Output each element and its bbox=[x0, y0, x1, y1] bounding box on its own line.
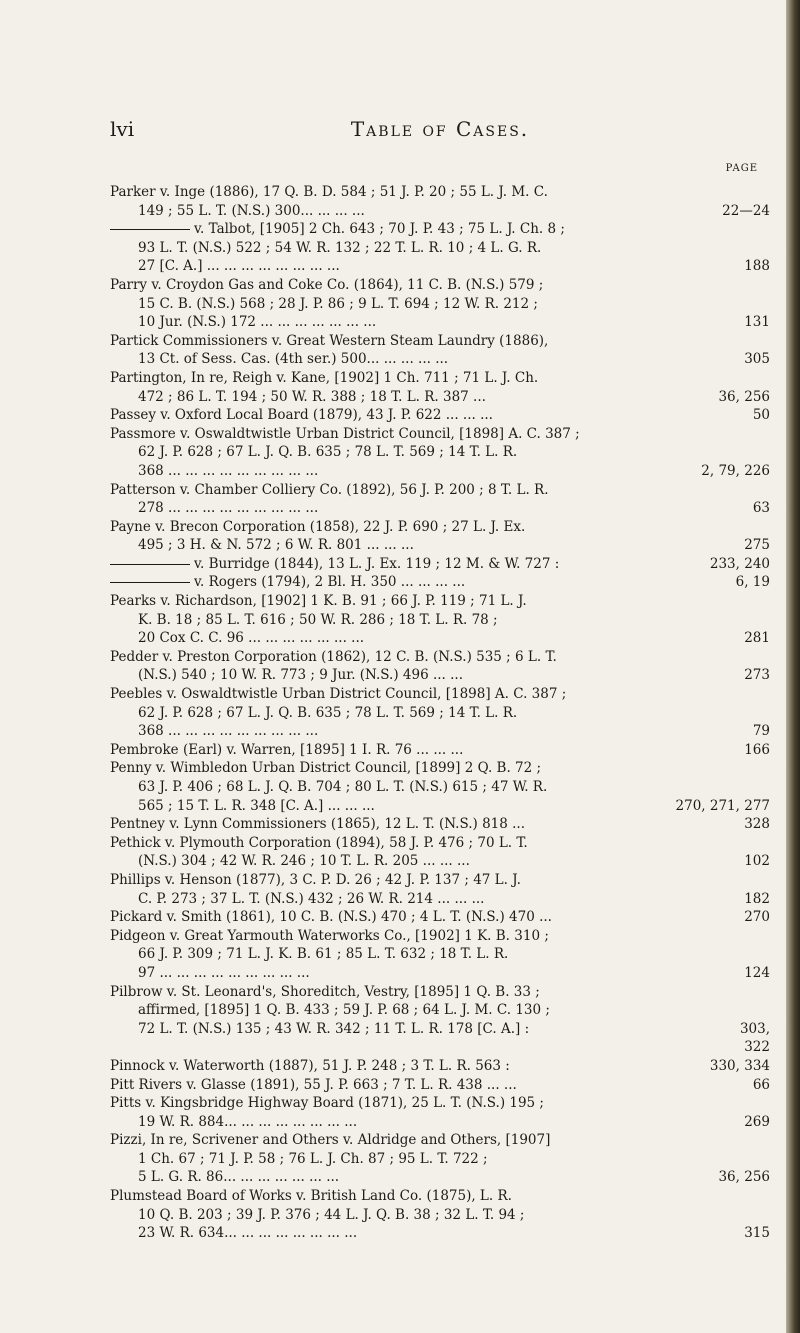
case-text: 10 Q. B. 203 ; 39 J. P. 376 ; 44 L. J. Q. B. 38 ; 32 L. T. 94 ; bbox=[138, 1206, 525, 1223]
case-citation-line bbox=[110, 704, 770, 723]
case-text: 368 ... ... ... ... ... ... ... ... ... bbox=[138, 462, 319, 479]
case-citation-line bbox=[110, 945, 770, 964]
case-title-line bbox=[110, 1057, 770, 1076]
case-entry bbox=[110, 685, 770, 741]
page-reference: 273 bbox=[738, 666, 770, 685]
case-entry bbox=[110, 1131, 770, 1187]
case-citation-line bbox=[110, 1206, 770, 1225]
page-column-label: PAGE bbox=[725, 163, 758, 174]
page-reference: 102 bbox=[738, 852, 770, 871]
running-title: Table of Cases. bbox=[350, 117, 530, 141]
case-text: Pinnock v. Waterworth (1887), 51 J. P. 248 ; 3 T. L. R. 563 : bbox=[110, 1057, 510, 1074]
case-text: Pedder v. Preston Corporation (1862), 12 C. B. (N.S.) 535 ; 6 L. T. bbox=[110, 648, 557, 665]
page-edge bbox=[786, 0, 800, 1333]
case-text: Passmore v. Oswaldtwistle Urban District Council, [1898] A. C. 387 ; bbox=[110, 425, 580, 442]
case-text: 5 L. G. R. 86... ... ... ... ... ... ... bbox=[138, 1169, 340, 1186]
case-citation-line bbox=[110, 536, 770, 555]
case-text: 93 L. T. (N.S.) 522 ; 54 W. R. 132 ; 22 T. L. R. 10 ; 4 L. G. R. bbox=[138, 239, 542, 256]
case-text: Penny v. Wimbledon Urban District Council, [1899] 2 Q. B. 72 ; bbox=[110, 760, 542, 777]
case-title-line bbox=[110, 759, 770, 778]
case-citation-line bbox=[110, 443, 770, 462]
case-entry bbox=[110, 983, 770, 1057]
case-title-line bbox=[110, 220, 770, 239]
page-reference: 275 bbox=[738, 536, 770, 555]
ditto-rule bbox=[110, 564, 190, 565]
case-entry bbox=[110, 425, 770, 481]
page-reference: 36, 256 bbox=[712, 1168, 770, 1187]
case-entry bbox=[110, 518, 770, 555]
case-citation-line bbox=[110, 257, 770, 276]
case-title-line bbox=[110, 276, 770, 295]
ditto-rule bbox=[110, 582, 190, 583]
case-title-line bbox=[110, 1131, 770, 1150]
case-entry bbox=[110, 834, 770, 871]
case-title-line bbox=[110, 425, 770, 444]
case-title-line bbox=[110, 481, 770, 500]
case-text: 15 C. B. (N.S.) 568 ; 28 J. P. 86 ; 9 L. T. 694 ; 12 W. R. 212 ; bbox=[138, 295, 538, 312]
case-text: 62 J. P. 628 ; 67 L. J. Q. B. 635 ; 78 L. T. 569 ; 14 T. L. R. bbox=[138, 704, 518, 721]
case-text: v. Rogers (1794), 2 Bl. H. 350 ... ... ... ... bbox=[194, 574, 466, 591]
case-citation-line bbox=[110, 313, 770, 332]
case-title-line bbox=[110, 518, 770, 537]
case-text: v. Burridge (1844), 13 L. J. Ex. 119 ; 12 M. & W. 727 : bbox=[194, 555, 560, 572]
case-text: Pearks v. Richardson, [1902] 1 K. B. 91 ; 66 J. P. 119 ; 71 L. J. bbox=[110, 593, 527, 610]
case-entry bbox=[110, 592, 770, 648]
case-entry bbox=[110, 332, 770, 369]
page-reference: 188 bbox=[738, 257, 770, 276]
case-entry bbox=[110, 648, 770, 685]
page-reference: 50 bbox=[747, 406, 770, 425]
case-title-line bbox=[110, 573, 770, 592]
page-reference: 79 bbox=[747, 722, 770, 741]
page-reference: 131 bbox=[738, 313, 770, 332]
page-reference: 303, bbox=[734, 1020, 770, 1039]
case-text: Pitts v. Kingsbridge Highway Board (1871), 25 L. T. (N.S.) 195 ; bbox=[110, 1095, 544, 1112]
case-text: Patterson v. Chamber Colliery Co. (1892), 56 J. P. 200 ; 8 T. L. R. bbox=[110, 481, 549, 498]
case-entry bbox=[110, 908, 770, 927]
case-text: 1 Ch. 67 ; 71 J. P. 58 ; 76 L. J. Ch. 87 ; 95 L. T. 722 ; bbox=[138, 1150, 488, 1167]
page-reference: 2, 79, 226 bbox=[695, 462, 770, 481]
case-title-line bbox=[110, 592, 770, 611]
case-entry bbox=[110, 481, 770, 518]
page-reference: 233, 240 bbox=[704, 555, 770, 574]
case-title-line bbox=[110, 1187, 770, 1206]
page-reference: 305 bbox=[738, 350, 770, 369]
case-citation-line bbox=[110, 388, 770, 407]
case-text: 565 ; 15 T. L. R. 348 [C. A.] ... ... ... bbox=[138, 797, 375, 814]
case-citation-line bbox=[110, 1038, 770, 1057]
case-citation-line bbox=[110, 1113, 770, 1132]
case-entry bbox=[110, 369, 770, 406]
case-entry bbox=[110, 1094, 770, 1131]
page-reference: 36, 256 bbox=[712, 388, 770, 407]
case-entry bbox=[110, 759, 770, 815]
page-folio: lvi bbox=[110, 117, 135, 141]
case-entry bbox=[110, 741, 770, 760]
page-reference: 6, 19 bbox=[730, 573, 770, 592]
case-entry bbox=[110, 183, 770, 220]
case-title-line bbox=[110, 1094, 770, 1113]
case-text: 368 ... ... ... ... ... ... ... ... ... bbox=[138, 723, 319, 740]
case-citation-line bbox=[110, 499, 770, 518]
case-entry bbox=[110, 573, 770, 592]
case-text: C. P. 273 ; 37 L. T. (N.S.) 432 ; 26 W. R. 214 ... ... ... bbox=[138, 890, 485, 907]
case-text: Plumstead Board of Works v. British Land Co. (1875), L. R. bbox=[110, 1188, 512, 1205]
case-text: Pethick v. Plymouth Corporation (1894), 58 J. P. 476 ; 70 L. T. bbox=[110, 834, 528, 851]
case-text: Partington, In re, Reigh v. Kane, [1902] 1 Ch. 711 ; 71 L. J. Ch. bbox=[110, 369, 539, 386]
ditto-rule bbox=[110, 229, 190, 230]
case-citation-line bbox=[110, 890, 770, 909]
page-reference: 63 bbox=[747, 499, 770, 518]
case-title-line bbox=[110, 871, 770, 890]
case-title-line bbox=[110, 369, 770, 388]
case-text: Parker v. Inge (1886), 17 Q. B. D. 584 ; 51 J. P. 20 ; 55 L. J. M. C. bbox=[110, 184, 548, 200]
case-citation-line bbox=[110, 722, 770, 741]
case-entry bbox=[110, 220, 770, 276]
page-reference: 281 bbox=[738, 629, 770, 648]
case-citation-line bbox=[110, 778, 770, 797]
case-title-line bbox=[110, 183, 770, 202]
case-text: v. Talbot, [1905] 2 Ch. 643 ; 70 J. P. 43 ; 75 L. J. Ch. 8 ; bbox=[194, 221, 565, 238]
case-title-line bbox=[110, 983, 770, 1002]
page-reference: 270 bbox=[738, 908, 770, 927]
case-title-line bbox=[110, 648, 770, 667]
case-citation-line bbox=[110, 1001, 770, 1020]
case-text: 97 ... ... ... ... ... ... ... ... ... bbox=[138, 964, 310, 981]
case-citation-line bbox=[110, 964, 770, 983]
page-reference: 270, 271, 277 bbox=[670, 797, 770, 816]
case-text: 23 W. R. 634... ... ... ... ... ... ... ... bbox=[138, 1225, 358, 1242]
case-title-line bbox=[110, 741, 770, 760]
case-citation-line bbox=[110, 1168, 770, 1187]
case-citation-line bbox=[110, 611, 770, 630]
case-citation-line bbox=[110, 666, 770, 685]
case-text: Pentney v. Lynn Commissioners (1865), 12 L. T. (N.S.) 818 ... bbox=[110, 816, 526, 833]
case-title-line bbox=[110, 406, 770, 425]
case-citation-line bbox=[110, 852, 770, 871]
case-text: 10 Jur. (N.S.) 172 ... ... ... ... ... ... ... bbox=[138, 314, 377, 331]
case-entry bbox=[110, 927, 770, 983]
page-reference: 328 bbox=[738, 815, 770, 834]
case-entry bbox=[110, 1076, 770, 1095]
case-text: 19 W. R. 884... ... ... ... ... ... ... ... bbox=[138, 1113, 358, 1130]
case-title-line bbox=[110, 685, 770, 704]
case-citation-line bbox=[110, 1150, 770, 1169]
case-entry bbox=[110, 815, 770, 834]
case-citation-line bbox=[110, 629, 770, 648]
page-reference: 322 bbox=[738, 1038, 770, 1057]
case-text: 472 ; 86 L. T. 194 ; 50 W. R. 388 ; 18 T. L. R. 387 ... bbox=[138, 388, 486, 405]
case-text: 278 ... ... ... ... ... ... ... ... ... bbox=[138, 500, 319, 517]
page-reference: 166 bbox=[738, 741, 770, 760]
case-text: Phillips v. Henson (1877), 3 C. P. D. 26 ; 42 J. P. 137 ; 47 L. J. bbox=[110, 871, 521, 888]
case-text: Payne v. Brecon Corporation (1858), 22 J. P. 690 ; 27 L. J. Ex. bbox=[110, 518, 526, 535]
case-entry bbox=[110, 1187, 770, 1243]
case-text: 149 ; 55 L. T. (N.S.) 300... ... ... ... bbox=[138, 202, 365, 219]
case-text: Pilbrow v. St. Leonard's, Shoreditch, Vestry, [1895] 1 Q. B. 33 ; bbox=[110, 983, 540, 1000]
case-entry bbox=[110, 1057, 770, 1076]
page-reference: 124 bbox=[738, 964, 770, 983]
page-reference: 330, 334 bbox=[704, 1057, 770, 1076]
case-title-line bbox=[110, 908, 770, 927]
case-title-line bbox=[110, 1076, 770, 1095]
page-reference: 182 bbox=[738, 890, 770, 909]
case-text: Pizzi, In re, Scrivener and Others v. Aldridge and Others, [1907] bbox=[110, 1132, 551, 1149]
case-citation-line bbox=[110, 295, 770, 314]
case-text: Partick Commissioners v. Great Western Steam Laundry (1886), bbox=[110, 332, 549, 349]
case-text: affirmed, [1895] 1 Q. B. 433 ; 59 J. P. 68 ; 64 L. J. M. C. 130 ; bbox=[138, 1002, 550, 1019]
case-entry bbox=[110, 871, 770, 908]
case-citation-line bbox=[110, 239, 770, 258]
case-text: Pidgeon v. Great Yarmouth Waterworks Co., [1902] 1 K. B. 310 ; bbox=[110, 927, 549, 944]
case-citation-line bbox=[110, 202, 770, 221]
case-text: 27 [C. A.] ... ... ... ... ... ... ... ... bbox=[138, 258, 340, 275]
case-text: Peebles v. Oswaldtwistle Urban District Council, [1898] A. C. 387 ; bbox=[110, 686, 567, 703]
case-text: 62 J. P. 628 ; 67 L. J. Q. B. 635 ; 78 L. T. 569 ; 14 T. L. R. bbox=[138, 444, 518, 461]
page-reference: 66 bbox=[747, 1076, 770, 1095]
case-text: 66 J. P. 309 ; 71 L. J. K. B. 61 ; 85 L. T. 632 ; 18 T. L. R. bbox=[138, 946, 509, 963]
case-citation-line bbox=[110, 462, 770, 481]
case-entry bbox=[110, 406, 770, 425]
case-title-line bbox=[110, 815, 770, 834]
page-reference: 22—24 bbox=[716, 202, 770, 221]
case-citation-line bbox=[110, 350, 770, 369]
case-title-line bbox=[110, 332, 770, 351]
case-text: 495 ; 3 H. & N. 572 ; 6 W. R. 801 ... ... ... bbox=[138, 537, 414, 554]
case-title-line bbox=[110, 927, 770, 946]
case-text: Pitt Rivers v. Glasse (1891), 55 J. P. 663 ; 7 T. L. R. 438 ... ... bbox=[110, 1076, 517, 1093]
case-text: (N.S.) 540 ; 10 W. R. 773 ; 9 Jur. (N.S.) 496 ... ... bbox=[138, 667, 463, 684]
page-reference: 269 bbox=[738, 1113, 770, 1132]
case-citation-line bbox=[110, 1224, 770, 1243]
case-citation-line bbox=[110, 797, 770, 816]
case-text: Passey v. Oxford Local Board (1879), 43 J. P. 622 ... ... ... bbox=[110, 407, 493, 424]
case-text: 63 J. P. 406 ; 68 L. J. Q. B. 704 ; 80 L. T. (N.S.) 615 ; 47 W. R. bbox=[138, 779, 548, 795]
case-text: Pickard v. Smith (1861), 10 C. B. (N.S.) 470 ; 4 L. T. (N.S.) 470 ... bbox=[110, 909, 552, 926]
case-text: Parry v. Croydon Gas and Coke Co. (1864), 11 C. B. (N.S.) 579 ; bbox=[110, 276, 544, 293]
case-title-line bbox=[110, 555, 770, 574]
case-text: (N.S.) 304 ; 42 W. R. 246 ; 10 T. L. R. 205 ... ... ... bbox=[138, 853, 470, 870]
case-text: 20 Cox C. C. 96 ... ... ... ... ... ... ... bbox=[138, 630, 365, 647]
case-entry bbox=[110, 276, 770, 332]
case-entry bbox=[110, 555, 770, 574]
case-citation-line bbox=[110, 1020, 770, 1039]
case-title-line bbox=[110, 834, 770, 853]
case-text: 72 L. T. (N.S.) 135 ; 43 W. R. 342 ; 11 T. L. R. 178 [C. A.] : bbox=[138, 1020, 530, 1037]
case-list bbox=[110, 183, 770, 1243]
case-text: Pembroke (Earl) v. Warren, [1895] 1 I. R. 76 ... ... ... bbox=[110, 741, 464, 758]
case-text: 13 Ct. of Sess. Cas. (4th ser.) 500... ... ... ... ... bbox=[138, 351, 449, 368]
case-text: K. B. 18 ; 85 L. T. 616 ; 50 W. R. 286 ; 18 T. L. R. 78 ; bbox=[138, 611, 498, 628]
page-reference: 315 bbox=[738, 1224, 770, 1243]
